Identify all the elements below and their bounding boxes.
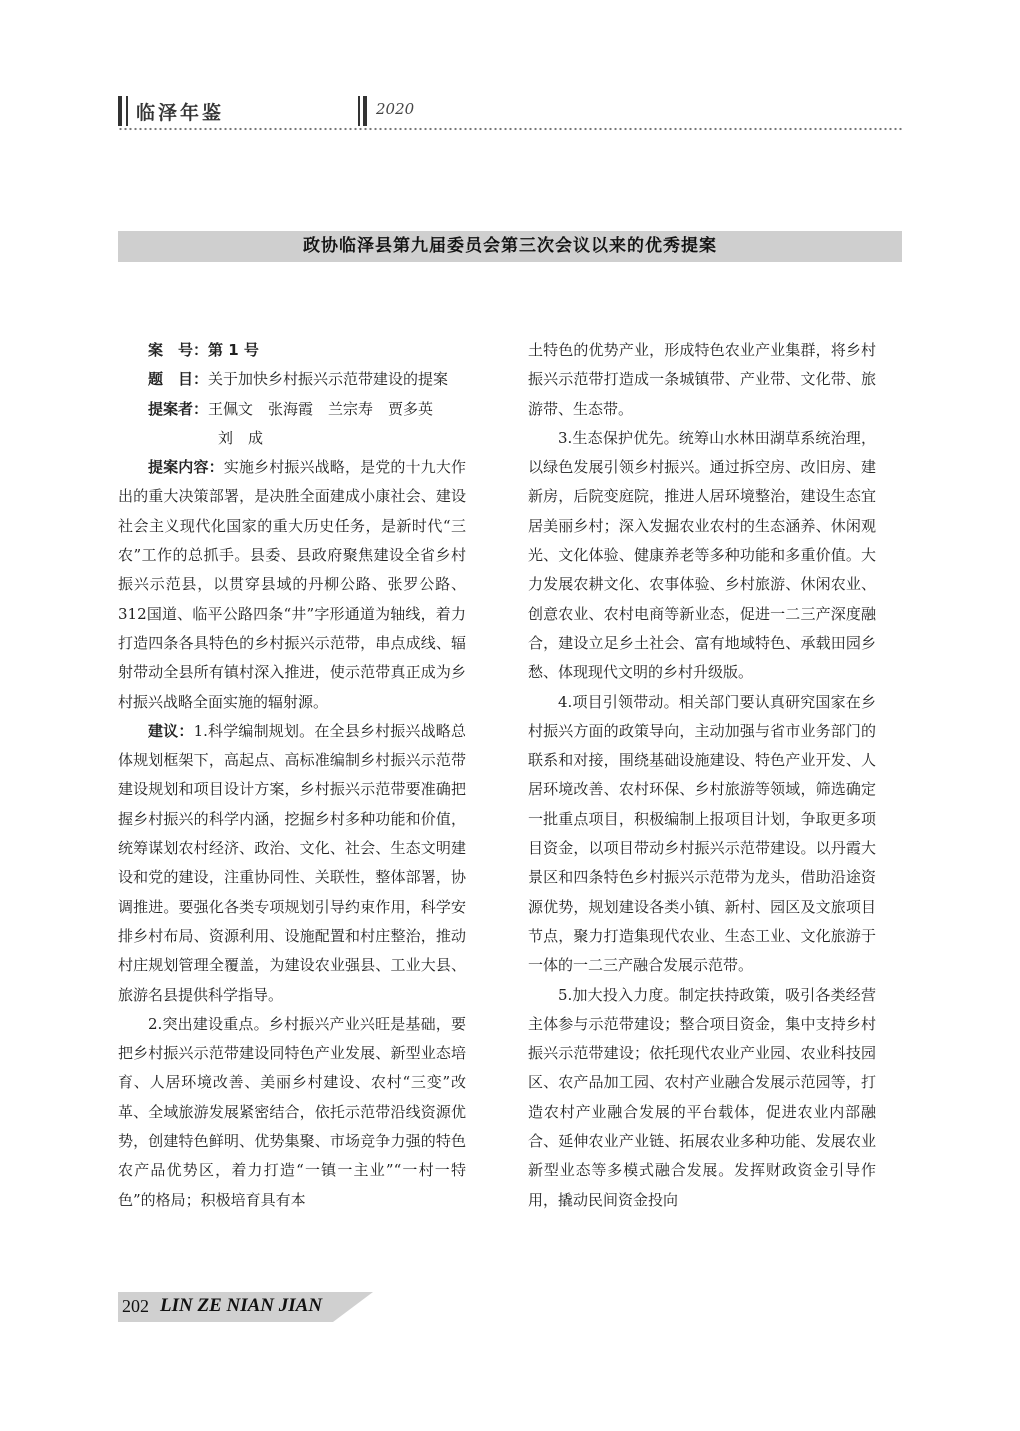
suggestion-3-paragraph: 3.生态保护优先。统筹山水林田湖草系统治理，以绿色发展引领乡村振兴。通过拆空房、改旧房、建新房，后院变庭院，推进人居环境整治，建设生态宜居美丽乡村；深入发掘农业农村的生态涵养、休闲观光、文化体验、健康养老等多种功能和多重价值。大力发展农耕文化、农事体验、乡村旅游、休闲农业、创意农业、农村电商等新业态，促进一二三产深度融合，建设立足乡土社会、富有地域特色、承载田园乡愁、体现现代文明的乡村升级版。 [528,428,876,682]
proposer-label: 提案者： [148,399,209,418]
case-number-line [118,336,466,365]
publication-name: LIN ZE NIAN JIAN [160,1295,323,1316]
proposer-line [118,395,466,424]
suggestion-5-paragraph: 5.加大投入力度。制定扶持政策，吸引各类经营主体参与示范带建设；整合项目资金，集中支持乡村振兴示范带建设；依托现代农业产业园、农业科技园区、农产品加工园、农村产业融合发展示范园等，打造农村产业融合发展的平台载体，促进农业内部融合、延伸农业产业链、拓展农业多种功能、发展农业新型业态等多模式融合发展。发挥财政资金引导作用，撬动民间资金投向 [528,985,876,1209]
header-year: 2020 [376,100,415,118]
column-left [118,336,466,1215]
header-rule-left-thick [118,96,122,126]
page-title: 政协临泽县第九届委员会第三次会议以来的优秀提案 [118,231,902,262]
content-label: 提案内容： [148,458,224,477]
case-number-label: 案 号： [148,341,209,359]
header-rule-right-thin [358,96,360,126]
topic-value: 关于加快乡村振兴示范带建设的提案 [208,370,449,389]
running-header [118,96,904,136]
suggestion-label: 建议： [148,721,194,740]
topic-label: 题 目： [148,370,209,389]
suggestion-2-paragraph: 2.突出建设重点。乡村振兴产业兴旺是基础，要把乡村振兴示范带建设同特色产业发展、新型业态培育、人居环境改善、美丽乡村建设、农村“三变”改革、全域旅游发展紧密结合，依托示范带沿线资源优势，创建特色鲜明、优势集聚、市场竞争力强的特色农产品优势区，着力打造“一镇一主业”“一村一特色”的格局；积极培育具有本 [118,1014,466,1209]
proposer-line-2 [118,424,466,453]
suggestion-2-continued: 土特色的优势产业，形成特色农业产业集群，将乡村振兴示范带打造成一条城镇带、产业带、文化带、旅游带、生态带。 [528,341,876,418]
proposer-value: 王佩文 张海霞 兰宗寿 贾多英 [208,399,434,418]
header-dotted-rule [118,126,904,132]
suggestion-4-paragraph: 4.项目引领带动。相关部门要认真研究国家在乡村振兴方面的政策导向，主动加强与省市业务部门的联系和对接，围绕基础设施建设、特色产业开发、人居环境改善、农村环保、乡村旅游等领域，筛选确定一批重点项目，积极编制上报项目计划，争取更多项目资金，以项目带动乡村振兴示范带建设。以丹霞大景区和四条特色乡村振兴示范带为龙头，借助沿途资源优势，规划建设各类小镇、新村、园区及文旅项目节点，聚力打造集现代农业、生态工业、文化旅游于一体的一二三产融合发展示范带。 [528,692,876,975]
column-right [528,336,876,1215]
page-number: 202 [122,1296,149,1316]
header-rule-right-thick [363,96,367,126]
proposer-value-2: 刘 成 [218,428,264,447]
suggestion-1-text: 1.科学编制规划。在全县乡村振兴战略总体规划框架下，高起点、高标准编制乡村振兴示范带建设规划和项目设计方案，乡村振兴示范带要准确把握乡村振兴的科学内涵，挖掘乡村多种功能和价值，统筹谋划农村经济、政治、文化、社会、生态文明建设和党的建设，注重协同性、关联性，整体部署，协调推进。要强化各类专项规划引导约束作用，科学安排乡村布局、资源利用、设施配置和村庄整治，推动村庄规划管理全覆盖，为建设农业强县、工业大县、旅游名县提供科学指导。 [118,721,466,1004]
topic-line [118,365,466,394]
case-number-value: 第 1 号 [208,341,259,359]
header-brand: 临泽年鉴 [136,102,225,124]
page-footer [118,1292,378,1322]
suggestion-1-paragraph [118,717,466,1010]
header-rule-left-thin [126,96,128,126]
footer-band-tip [333,1292,373,1322]
content-text: 实施乡村振兴战略，是党的十九大作出的重大决策部署，是决胜全面建成小康社会、建设社会主义现代化国家的重大历史任务，是新时代“三农”工作的总抓手。县委、县政府聚焦建设全省乡村振兴示范县，以贯穿县域的丹柳公路、张罗公路、312国道、临平公路四条“井”字形通道为轴线，着力打造四条各具特色的乡村振兴示范带，串点成线、辐射带动全县所有镇村深入推进，使示范带真正成为乡村振兴战略全面实施的辐射源。 [118,458,466,711]
content-paragraph [118,453,466,717]
